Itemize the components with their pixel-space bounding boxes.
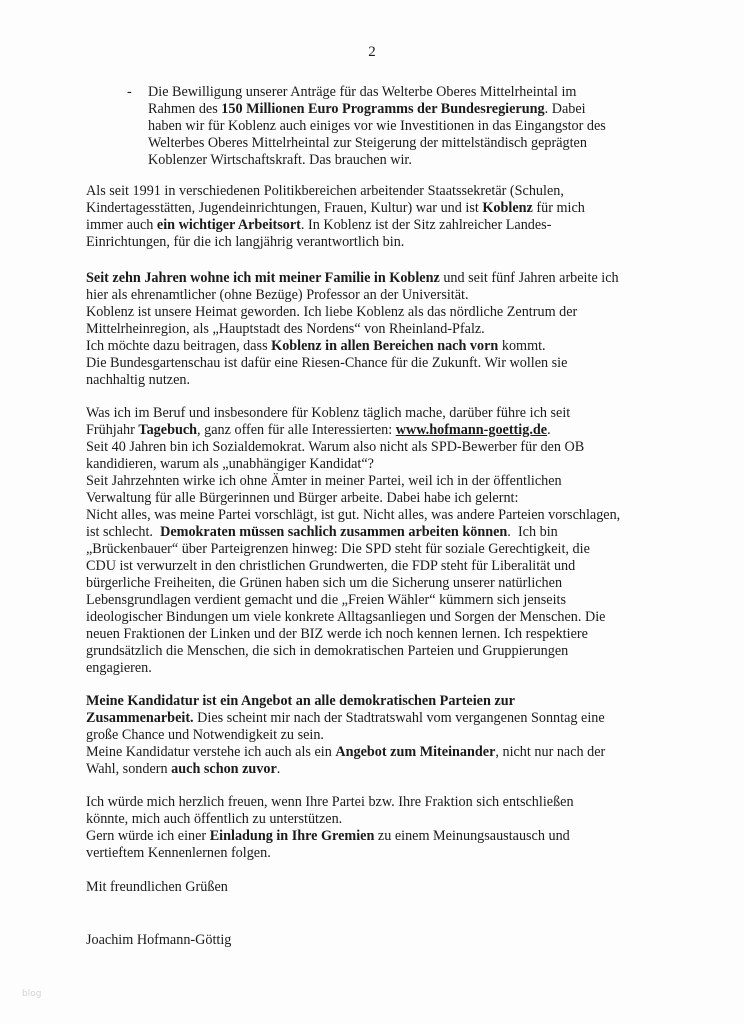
text-line: immer auch ein wichtiger Arbeitsort. In Koblenz ist der Sitz zahlreicher Landes- (86, 217, 552, 233)
text-line: „Brückenbauer“ über Parteigrenzen hinweg: Die SPD steht für soziale Gerechtigkeit, die (86, 541, 590, 557)
text-line: kandidieren, warum als „unabhängiger Kandidat“? (86, 456, 374, 472)
text-line: Seit Jahrzehnten wirke ich ohne Ämter in meiner Partei, weil ich in der öffentlichen (86, 473, 562, 489)
watermark: blog (22, 989, 42, 999)
bold-phrase: Seit zehn Jahren wohne ich mit meiner Familie in Koblenz (86, 270, 440, 286)
bold-phrase: Demokraten müssen sachlich zusammen arbeiten können (160, 524, 508, 540)
bold-phrase: ein wichtiger Arbeitsort (156, 217, 301, 233)
text-line: haben wir für Koblenz auch einiges vor wie Investitionen in das Eingangstor des (148, 118, 606, 134)
text-line: Verwaltung für alle Bürgerinnen und Bürger arbeite. Dabei habe ich gelernt: (86, 490, 519, 506)
text-line: grundsätzlich die Menschen, die sich in demokratischen Parteien und Gruppierungen (86, 643, 569, 659)
text-line: ideologischer Bindungen um viele konkrete Alltagsanliegen und Sorgen der Menschen. Die (86, 609, 606, 625)
bold-phrase: 150 Millionen Euro Programms der Bundesregierung (221, 101, 545, 117)
text-line: große Chance und Notwendigkeit zu sein. (86, 727, 324, 743)
text-line: Zusammenarbeit. Dies scheint mir nach der Stadtratswahl vom vergangenen Sonntag eine (86, 710, 605, 726)
text-line: Einrichtungen, für die ich langjährig verantwortlich bin. (86, 234, 405, 250)
text-line: Die Bundesgartenschau ist dafür eine Riesen-Chance für die Zukunft. Wir wollen sie (86, 355, 568, 371)
text-line: könnte, mich auch öffentlich zu unterstützen. (86, 811, 343, 827)
text-line: Mittelrheinregion, als „Hauptstadt des Nordens“ von Rheinland-Pfalz. (86, 321, 485, 337)
bullet-marker: - (127, 84, 132, 100)
text-line: Die Bewilligung unserer Anträge für das Welterbe Oberes Mittelrheintal im (148, 84, 577, 100)
text-line: neuen Fraktionen der Linken und der BIZ werde ich noch kennen lernen. Ich respektiere (86, 626, 588, 642)
website-link[interactable]: www.hofmann-goettig.de (395, 422, 548, 438)
text-line: Seit 40 Jahren bin ich Sozialdemokrat. Warum also nicht als SPD-Bewerber für den OB (86, 439, 585, 455)
text-line: CDU ist verwurzelt in den christlichen Grundwerten, die FDP steht für Liberalität und (86, 558, 576, 574)
page-number: 2 (368, 44, 376, 60)
text-line: Ich würde mich herzlich freuen, wenn Ihre Partei bzw. Ihre Fraktion sich entschließen (86, 794, 574, 810)
bold-phrase: Angebot zum Miteinander (335, 744, 496, 760)
text-line: Koblenz ist unsere Heimat geworden. Ich liebe Koblenz als das nördliche Zentrum der (86, 304, 578, 320)
text-line (86, 693, 515, 710)
text-line: vertieftem Kennenlernen folgen. (86, 845, 271, 861)
bold-phrase: Meine Kandidatur ist ein Angebot an alle demokratischen Parteien zur (86, 693, 515, 709)
text-line: Frühjahr Tagebuch, ganz offen für alle Interessierten: www.hofmann-goettig.de. (86, 422, 551, 438)
text-line: engagieren. (86, 660, 152, 676)
bold-phrase: Koblenz in allen Bereichen nach vorn (271, 338, 499, 354)
text-line: hier als ehrenamtlicher (ohne Bezüge) Professor an der Universität. (86, 287, 469, 303)
text-line: ist schlecht. Demokraten müssen sachlich zusammen arbeiten können. Ich bin (86, 524, 558, 540)
text-line: Als seit 1991 in verschiedenen Politikbereichen arbeitender Staatssekretär (Schulen, (86, 183, 564, 199)
text-line: Lebensgrundlagen verdient gemacht und die „Freien Wähler“ kümmern sich jenseits (86, 592, 566, 608)
text-line: Seit zehn Jahren wohne ich mit meiner Familie in Koblenz und seit fünf Jahren arbeite ich (86, 270, 619, 286)
text-line: bürgerliche Freiheiten, die Grünen haben sich um die Sicherung unserer natürlichen (86, 575, 563, 591)
bold-phrase: Einladung in Ihre Gremien (209, 828, 375, 844)
signature: Joachim Hofmann-Göttig (86, 932, 232, 948)
closing: Mit freundlichen Grüßen (86, 879, 228, 895)
text-line: Was ich im Beruf und insbesondere für Koblenz täglich mache, darüber führe ich seit (86, 405, 571, 421)
text-line: nachhaltig nutzen. (86, 372, 191, 388)
text-line: Nicht alles, was meine Partei vorschlägt, ist gut. Nicht alles, was andere Parteien vorschlagen, (86, 507, 621, 523)
text-line: Kindertagesstätten, Jugendeinrichtungen, Frauen, Kultur) war und ist Koblenz für mich (86, 200, 585, 216)
text-line: Rahmen des 150 Millionen Euro Programms der Bundesregierung. Dabei (148, 101, 586, 117)
bold-phrase: Koblenz (482, 200, 533, 216)
bold-phrase: auch schon zuvor (171, 761, 277, 777)
bold-phrase: Zusammenarbeit. (86, 710, 194, 726)
text-line: Koblenzer Wirtschaftskraft. Das brauchen wir. (148, 152, 412, 168)
bold-phrase: Tagebuch (138, 422, 198, 438)
text-line: Meine Kandidatur verstehe ich auch als ein Angebot zum Miteinander, nicht nur nach der (86, 744, 606, 760)
text-line: Ich möchte dazu beitragen, dass Koblenz in allen Bereichen nach vorn kommt. (86, 338, 546, 354)
text-line: Gern würde ich einer Einladung in Ihre Gremien zu einem Meinungsaustausch und (86, 828, 570, 844)
text-line: Welterbes Oberes Mittelrheintal zur Steigerung der mittelständisch geprägten (148, 135, 587, 151)
text-line: Wahl, sondern auch schon zuvor. (86, 761, 281, 777)
